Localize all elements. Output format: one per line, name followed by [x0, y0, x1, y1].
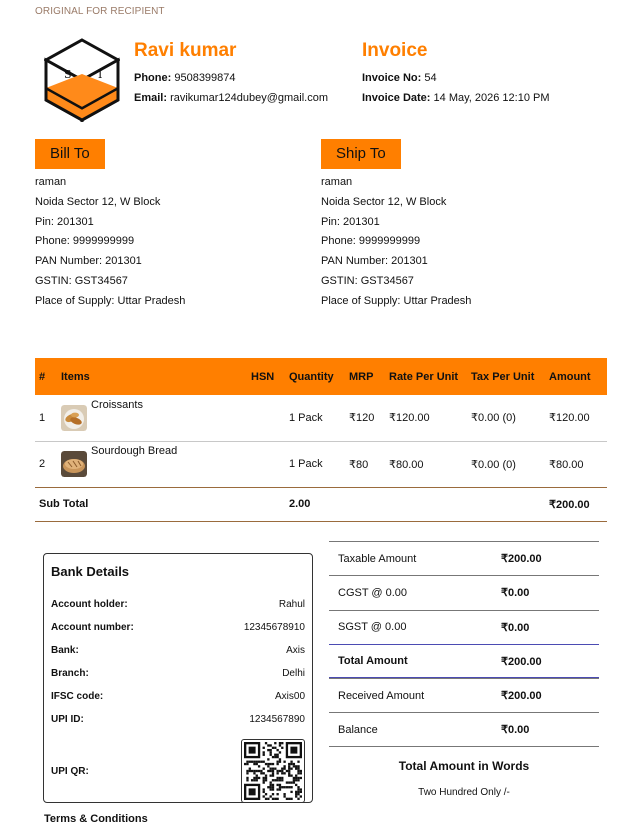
item-mrp: ₹120 [345, 395, 385, 441]
upi-qr-row [51, 739, 305, 803]
col-header-mrp: MRP [345, 358, 385, 395]
amount-in-words-title: Total Amount in Words [398, 758, 530, 773]
bank-row-value: Rahul [278, 599, 305, 610]
ship-to-line: PAN Number: 201301 [321, 255, 428, 268]
invoice-no-line [362, 68, 550, 88]
ship-to-line: Noida Sector 12, W Block [321, 195, 447, 208]
item-rate: ₹120.00 [385, 395, 467, 441]
amount-summary [329, 541, 599, 798]
subtotal-label: Sub Total [35, 487, 285, 521]
table-row [35, 441, 607, 487]
seller-email: ravikumar124dubey@gmail.com [170, 92, 328, 104]
bank-row-label: UPI ID: [51, 714, 84, 725]
upi-qr-code [241, 739, 305, 803]
bank-row [51, 708, 305, 731]
bill-to-section [35, 139, 185, 312]
item-rate: ₹80.00 [385, 441, 467, 487]
bank-row [51, 593, 305, 616]
bill-to-line: Phone: 9999999999 [35, 235, 135, 248]
item-hsn [247, 441, 285, 487]
summary-value: ₹0.00 [501, 621, 530, 634]
item-amount: ₹80.00 [545, 441, 607, 487]
amount-in-words: Two Hundred Only /- [418, 786, 510, 798]
seller-block [134, 40, 328, 108]
bank-row [51, 639, 305, 662]
subtotal-spacer [345, 487, 545, 521]
bank-details-card [43, 553, 313, 803]
summary-value: ₹200.00 [501, 690, 542, 703]
row-index: 2 [35, 441, 57, 487]
subtotal-amount: ₹200.00 [545, 487, 607, 521]
items-header-row [35, 358, 607, 395]
bank-row [51, 685, 305, 708]
row-index: 1 [35, 395, 57, 441]
bank-row-value: Axis [286, 645, 305, 656]
col-header-hsn: HSN [247, 358, 285, 395]
bank-row-label: Account holder: [51, 599, 128, 610]
bank-row [51, 616, 305, 639]
ship-to-line: raman [321, 176, 353, 188]
bill-to-line: Pin: 201301 [35, 215, 94, 228]
item-hsn [247, 395, 285, 441]
item-qty: 1 Pack [285, 441, 345, 487]
item-name: Croissants [91, 398, 143, 411]
summary-value: ₹200.00 [501, 655, 542, 668]
invoice-date-label: Invoice Date: [362, 92, 431, 104]
upi-qr-label: UPI QR: [51, 765, 89, 777]
seller-name: Ravi kumar [134, 40, 237, 61]
ship-to-line: GSTIN: GST34567 [321, 274, 414, 287]
invoice-title: Invoice [362, 40, 428, 61]
item-cell-content [61, 398, 243, 431]
item-tax: ₹0.00 (0) [467, 395, 545, 441]
summary-row [329, 712, 599, 746]
phone-label: Phone: [134, 72, 172, 84]
copy-label: ORIGINAL FOR RECIPIENT [35, 6, 165, 17]
summary-row [329, 575, 599, 609]
bill-to-line: raman [35, 176, 67, 188]
summary-value: ₹200.00 [501, 553, 542, 566]
email-label: Email: [134, 92, 168, 104]
col-header-items: Items [57, 358, 247, 395]
item-amount: ₹120.00 [545, 395, 607, 441]
summary-row [329, 541, 599, 575]
bank-details-title: Bank Details [51, 564, 130, 579]
bank-row-label: Branch: [51, 668, 89, 679]
bank-row-value: Axis00 [274, 691, 305, 702]
bank-row-value: 1234567890 [249, 714, 305, 725]
ship-to-line: Place of Supply: Uttar Pradesh [321, 294, 472, 307]
bank-row [51, 662, 305, 685]
invoice-date-line [362, 88, 550, 108]
logo-letter-s: S [64, 68, 72, 81]
logo-letter-i: I [98, 68, 103, 81]
qr-code-icon [244, 742, 302, 800]
col-header-quantity: Quantity [285, 358, 345, 395]
invoice-no: 54 [424, 72, 437, 84]
summary-label: Total Amount [338, 655, 408, 668]
bank-row-label: Account number: [51, 622, 134, 633]
table-row [35, 395, 607, 441]
col-header-index: # [35, 358, 57, 395]
bank-row-label: IFSC code: [51, 691, 104, 702]
subtotal-row [35, 487, 607, 521]
bill-to-heading: Bill To [35, 139, 105, 169]
summary-row [329, 610, 599, 644]
summary-value: ₹0.00 [501, 724, 530, 737]
item-cell-content [61, 445, 243, 477]
item-qty: 1 Pack [285, 395, 345, 441]
item-tax: ₹0.00 (0) [467, 441, 545, 487]
col-header-amount: Amount [545, 358, 607, 395]
summary-value: ₹0.00 [501, 587, 530, 600]
item-mrp: ₹80 [345, 441, 385, 487]
item-cell [57, 395, 247, 441]
bank-row-value: 12345678910 [243, 622, 305, 633]
invoice-block [362, 40, 550, 108]
ship-to-section [321, 139, 471, 312]
summary-label: SGST @ 0.00 [338, 621, 407, 634]
invoice-no-label: Invoice No: [362, 72, 422, 84]
summary-label: CGST @ 0.00 [338, 586, 408, 599]
subtotal-qty: 2.00 [285, 487, 345, 521]
ship-to-heading: Ship To [321, 139, 401, 169]
bank-row-value: Delhi [282, 668, 305, 679]
bread-image-icon [61, 451, 87, 477]
seller-phone-line [134, 68, 328, 88]
summary-label: Taxable Amount [338, 552, 417, 565]
invoice-date: 14 May, 2026 12:10 PM [433, 92, 550, 104]
col-header-rate: Rate Per Unit [385, 358, 467, 395]
terms-title: Terms & Conditions [44, 813, 148, 825]
summary-row [329, 678, 599, 712]
item-cell [57, 441, 247, 487]
summary-label: Balance [338, 723, 378, 736]
item-name: Sourdough Bread [91, 445, 178, 457]
ship-to-line: Pin: 201301 [321, 215, 380, 228]
croissant-image-icon [61, 405, 87, 431]
bank-row-label: Bank: [51, 645, 79, 656]
col-header-tax: Tax Per Unit [467, 358, 545, 395]
summary-label: Received Amount [338, 689, 425, 702]
bill-to-line: Place of Supply: Uttar Pradesh [35, 294, 186, 307]
company-logo-cube [44, 38, 120, 122]
ship-to-line: Phone: 9999999999 [321, 235, 421, 248]
seller-email-line [134, 88, 328, 108]
summary-row-total [329, 644, 599, 678]
items-table [35, 358, 607, 522]
bill-to-line: GSTIN: GST34567 [35, 274, 128, 287]
seller-phone: 9508399874 [174, 72, 236, 84]
bill-to-line: PAN Number: 201301 [35, 255, 142, 268]
bill-to-line: Noida Sector 12, W Block [35, 195, 161, 208]
